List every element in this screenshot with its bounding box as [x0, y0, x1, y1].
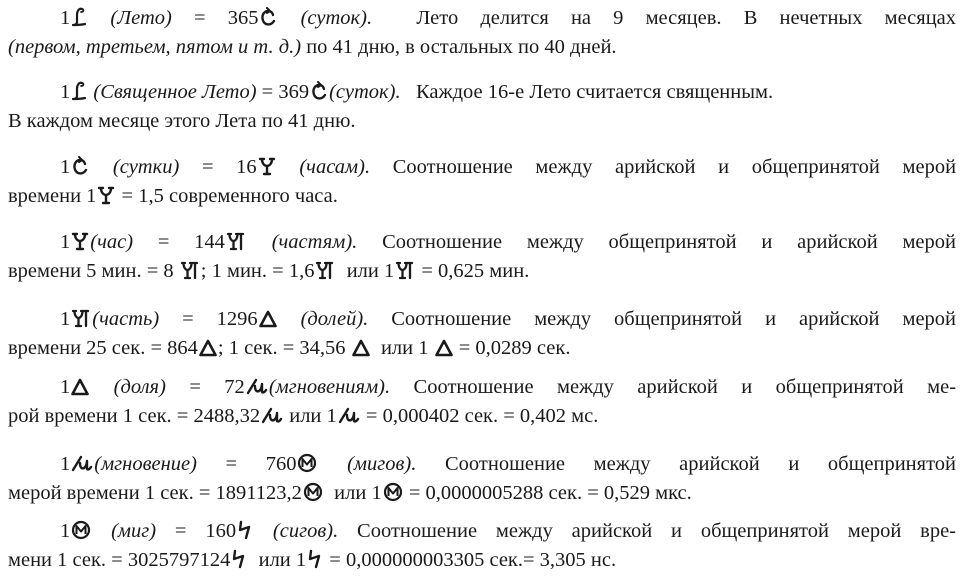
text-run: = 1296: [182, 308, 258, 330]
paragraph-line: [8, 479, 956, 508]
term-italic: (сутки): [112, 156, 180, 178]
text-run: = 0,625 мин.: [421, 260, 530, 282]
text-run: Соотношение между арийской и общепринятой мерой вре-: [357, 520, 956, 542]
text-run: Соотношение между арийской и общепринятой мерой: [392, 156, 957, 178]
text-run: рой времени 1 сек. = 2488,32: [8, 405, 261, 427]
text-run: = 0,0000005288 сек. = 0,529 мкс.: [408, 482, 692, 504]
paragraph-dolya: [8, 373, 956, 431]
leto-glyph-icon: [71, 81, 87, 101]
text-run: или 1: [258, 549, 307, 571]
term-italic: (долей).: [300, 308, 369, 330]
sutki-glyph-icon: [259, 7, 277, 27]
mig-circled-m-icon: [303, 482, 323, 502]
text-run: 1: [60, 520, 71, 542]
text-run: мерой времени 1 сек. = 1891123,2: [8, 482, 302, 504]
text-run: или 1: [289, 405, 337, 427]
mig-circled-m-icon: [383, 482, 403, 502]
text-run: = 365: [193, 7, 259, 29]
term-italic: (суток).: [329, 81, 401, 103]
chas-glyph-icon: [97, 185, 115, 205]
paragraph-line: [8, 373, 956, 402]
leto-glyph-icon: [71, 7, 87, 27]
sig-glyph-icon: [231, 549, 247, 569]
term-italic: (мгновение): [94, 453, 197, 475]
text-run: = 160: [174, 520, 237, 542]
mgnovenie-glyph-icon: [261, 405, 283, 425]
paragraph-line: [8, 153, 956, 182]
text-run: = 0,000000003305 сек.= 3,305 нс.: [329, 549, 617, 571]
term-italic: (миг): [111, 520, 157, 542]
text-run: = 369: [261, 81, 310, 103]
text-run: времени 5 мин. = 8: [8, 260, 174, 282]
text-run: ; 1 мин. = 1,6: [200, 260, 315, 282]
chast-glyph-icon: [315, 260, 335, 280]
mgnovenie-glyph-icon: [246, 376, 268, 396]
term-italic: (Лето): [110, 7, 172, 29]
mig-circled-m-icon: [297, 453, 317, 473]
term-italic: (Священное Лето): [93, 81, 257, 103]
chast-glyph-icon: [226, 231, 246, 251]
term-italic: (мгновениям).: [268, 376, 391, 398]
text-run: 1: [60, 308, 71, 330]
text-run: 1: [60, 453, 71, 475]
paragraph-line: [8, 257, 956, 286]
text-run: 1: [60, 81, 71, 103]
chas-glyph-icon: [258, 156, 276, 176]
sutki-glyph-icon: [310, 81, 328, 101]
chast-glyph-icon: [180, 260, 200, 280]
text-run: = 0,000402 сек. = 0,402 мс.: [365, 405, 599, 427]
mgnovenie-glyph-icon: [71, 453, 93, 473]
paragraph-line: [8, 107, 956, 136]
term-italic: (частям).: [271, 231, 358, 253]
paragraph-chast: [8, 305, 956, 363]
paragraph-line: [8, 33, 956, 62]
text-run: по 41 дню, в остальных по 40 дней.: [306, 36, 617, 58]
text-run: Каждое 16-е Лето считается священным.: [415, 81, 774, 103]
text-run: ; 1 сек. = 34,56: [217, 337, 346, 359]
text-run: Соотношение между арийской и общепринятой ме-: [413, 376, 957, 398]
chast-glyph-icon: [71, 308, 91, 328]
chast-glyph-icon: [395, 260, 415, 280]
text-run: мени 1 сек. = 3025797124: [8, 549, 231, 571]
paragraph-chas: [8, 228, 956, 286]
text-run: = 72: [189, 376, 245, 398]
text-run: Соотношение между арийской и общепринятой: [445, 453, 956, 475]
mgnovenie-glyph-icon: [338, 405, 360, 425]
paragraph-mig: [8, 517, 956, 575]
text-run: = 16: [201, 156, 257, 178]
text-run: Соотношение между общепринятой и арийской мерой: [391, 308, 957, 330]
paragraph-line: [8, 4, 956, 33]
text-run: 1: [60, 231, 71, 253]
dolya-triangle-icon: [199, 339, 217, 357]
paragraph-leto: [8, 4, 956, 62]
paragraph-line: [8, 305, 956, 334]
paragraph-sutki: [8, 153, 956, 211]
text-run: = 0,0289 сек.: [458, 337, 571, 359]
sig-glyph-icon: [237, 520, 253, 540]
term-italic: (час): [90, 231, 134, 253]
text-run: = 760: [225, 453, 297, 475]
sig-glyph-icon: [307, 549, 323, 569]
paragraph-line: [8, 228, 956, 257]
text-run: или 1: [346, 260, 395, 282]
text-run: Соотношение между общепринятой и арийской мерой: [382, 231, 956, 253]
sutki-glyph-icon: [71, 156, 89, 176]
text-run: = 1,5 современного часа.: [121, 185, 338, 207]
chas-glyph-icon: [71, 231, 89, 251]
text-run: 1: [60, 376, 71, 398]
text-run: времени 1: [8, 185, 97, 207]
term-italic: (доля): [113, 376, 166, 398]
text-run: В каждом месяце этого Лета по 41 дню.: [8, 110, 356, 132]
text-run: времени 25 сек. = 864: [8, 337, 198, 359]
paragraph-line: [8, 402, 956, 431]
text-run: Лето делится на 9 месяцев. В нечетных месяцах: [416, 7, 957, 29]
term-italic: (сигов).: [272, 520, 339, 542]
paragraph-line: [8, 517, 956, 546]
term-italic: (суток).: [300, 7, 373, 29]
term-italic: (первом, третьем, пятом и т. д.): [8, 36, 302, 58]
text-run: 1: [60, 7, 71, 29]
mig-circled-m-icon: [71, 520, 91, 540]
paragraph-sacred-leto: [8, 78, 956, 136]
text-run: = 144: [157, 231, 225, 253]
paragraph-line: [8, 78, 956, 107]
term-italic: (мигов).: [347, 453, 417, 475]
dolya-triangle-icon: [259, 310, 277, 328]
paragraph-line: [8, 546, 956, 575]
term-italic: (часть): [92, 308, 160, 330]
text-run: или 1: [334, 482, 382, 504]
term-italic: (часам).: [299, 156, 371, 178]
paragraph-line: [8, 182, 956, 211]
text-run: 1: [60, 156, 71, 178]
text-run: или 1: [380, 337, 429, 359]
dolya-triangle-icon: [352, 339, 370, 357]
paragraph-line: [8, 450, 956, 479]
paragraph-mgnovenie: [8, 450, 956, 508]
dolya-triangle-icon: [71, 378, 89, 396]
dolya-triangle-icon: [435, 339, 453, 357]
paragraph-line: [8, 334, 956, 363]
